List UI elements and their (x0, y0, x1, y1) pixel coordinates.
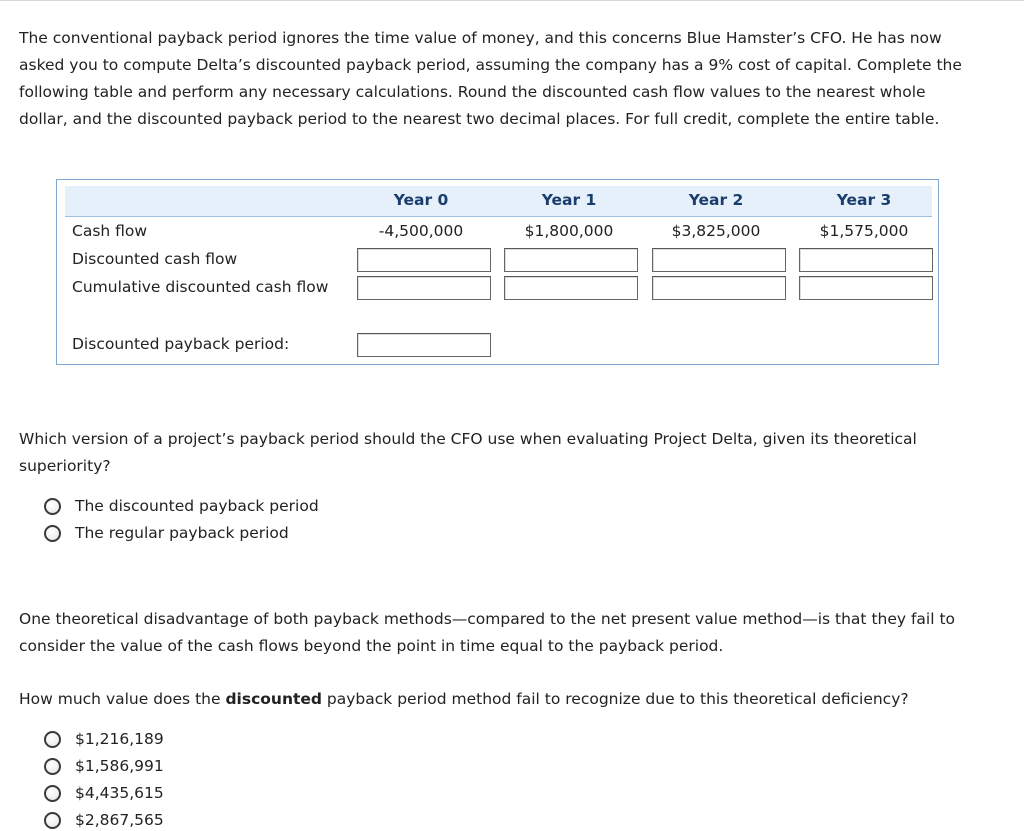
option-label: $1,586,991 (75, 757, 164, 775)
radio-button[interactable] (44, 731, 61, 748)
question-2-before: How much value does the (19, 690, 226, 708)
cash-flow-year-3: $1,575,000 (819, 222, 909, 240)
discounted-cash-flow-year-1-input[interactable] (504, 248, 638, 272)
disadvantage-paragraph: One theoretical disadvantage of both payback methods—compared to the net present value method—is that they fail to consider the value of the cash flows beyond the point in time equal to the payback period. (19, 610, 956, 655)
radio-button[interactable] (44, 812, 61, 829)
radio-button[interactable] (44, 758, 61, 775)
q2-option-3[interactable] (44, 782, 164, 804)
option-label: $2,867,565 (75, 811, 164, 829)
cumulative-cash-flow-year-3-input[interactable] (799, 276, 933, 300)
question-2-text (19, 686, 979, 713)
header-year-0: Year 0 (393, 191, 449, 209)
table-header-row (65, 186, 932, 217)
header-year-1: Year 1 (541, 191, 597, 209)
cumulative-cash-flow-year-1-input[interactable] (504, 276, 638, 300)
question-2-after: payback period method fail to recognize due to this theoretical deficiency? (322, 690, 909, 708)
cash-flow-year-0: -4,500,000 (378, 222, 464, 240)
option-label: $4,435,615 (75, 784, 164, 802)
cash-flow-table (56, 179, 939, 365)
radio-button[interactable] (44, 785, 61, 802)
option-label: The regular payback period (75, 524, 289, 542)
cash-flow-year-1: $1,800,000 (524, 222, 614, 240)
header-year-2: Year 2 (688, 191, 744, 209)
option-label: $1,216,189 (75, 730, 164, 748)
discounted-cash-flow-label: Discounted cash flow (72, 250, 238, 268)
cash-flow-label: Cash flow (72, 222, 148, 240)
discounted-cash-flow-year-3-input[interactable] (799, 248, 933, 272)
discounted-cash-flow-year-0-input[interactable] (357, 248, 491, 272)
radio-button[interactable] (44, 498, 61, 515)
cumulative-cash-flow-label: Cumulative discounted cash flow (72, 278, 329, 296)
option-label: The discounted payback period (75, 497, 319, 515)
q2-option-2[interactable] (44, 755, 164, 777)
top-divider (0, 0, 1024, 1)
header-year-3: Year 3 (836, 191, 892, 209)
radio-button[interactable] (44, 525, 61, 542)
question-2-bold: discounted (225, 690, 322, 708)
discounted-cash-flow-year-2-input[interactable] (652, 248, 786, 272)
intro-paragraph: The conventional payback period ignores the time value of money, and this concerns Blue Hamster’s CFO. He has now asked you to compute Delta’s discounted payback period, assuming the company has a 9% cost of capital. Complete the following table and perform any necessary calculations. Round the discounted cash flow values to the nearest whole dollar, and the discounted payback period to the nearest two decimal places. For full credit, complete the entire table. (19, 29, 962, 128)
payback-period-label: Discounted payback period: (72, 335, 290, 353)
payback-period-input[interactable] (357, 333, 491, 357)
q1-option-discounted[interactable] (44, 495, 319, 517)
cash-flow-year-2: $3,825,000 (671, 222, 761, 240)
cumulative-cash-flow-year-2-input[interactable] (652, 276, 786, 300)
q2-option-4[interactable] (44, 809, 164, 831)
question-1-text: Which version of a project’s payback period should the CFO use when evaluating Project Delta, given its theoretical superiority? (19, 430, 917, 475)
q2-option-1[interactable] (44, 728, 164, 750)
cumulative-cash-flow-year-0-input[interactable] (357, 276, 491, 300)
q1-option-regular[interactable] (44, 522, 289, 544)
